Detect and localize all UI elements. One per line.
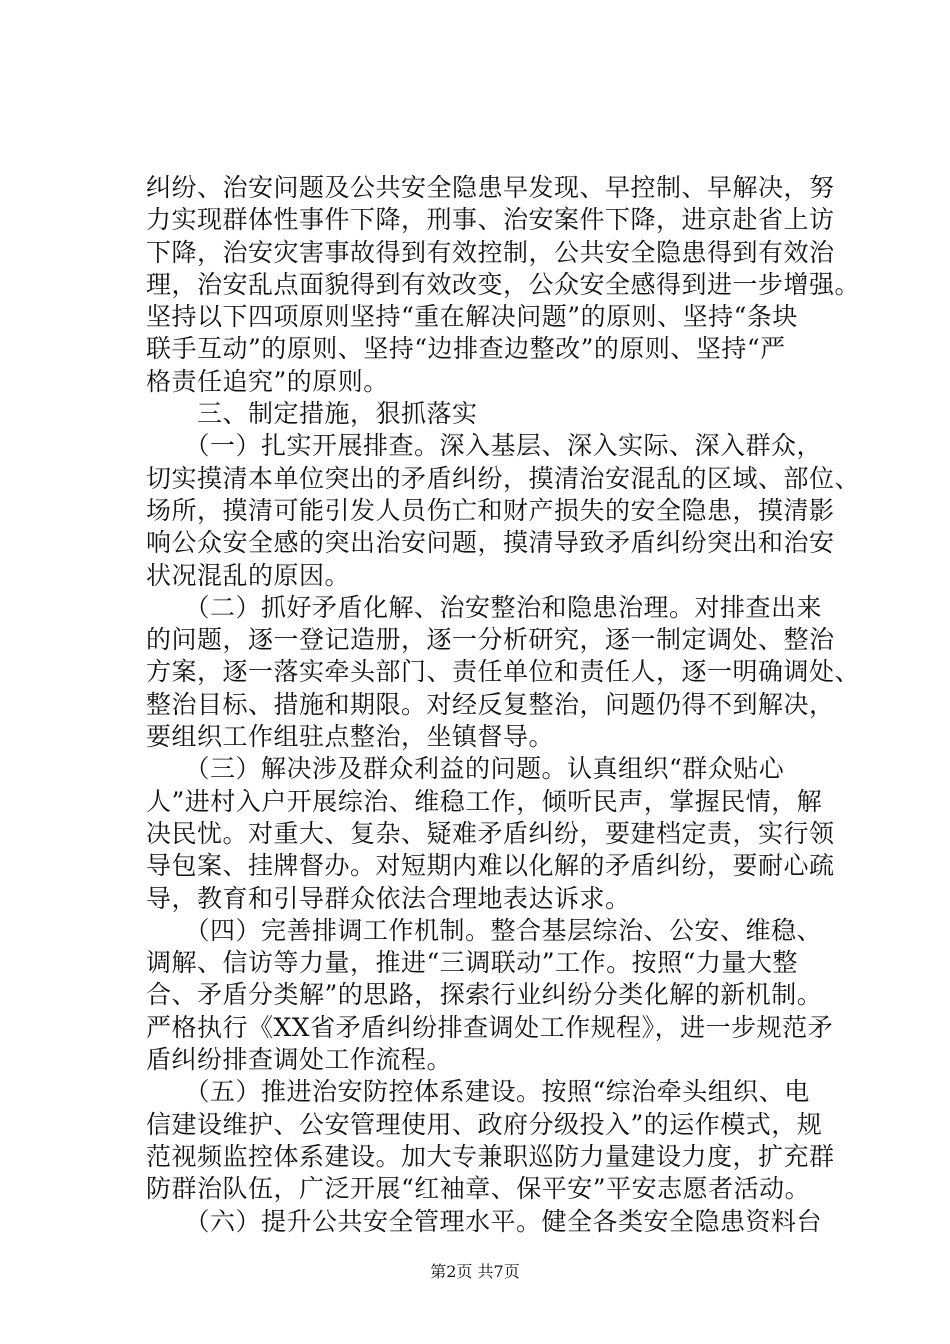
text-line: 导，教育和引导群众依法合理地表达诉求。 — [146, 883, 631, 913]
text-line: （三）解决涉及群众利益的问题。认真组织“群众贴心 — [146, 754, 785, 784]
text-line: 坚持以下四项原则坚持“重在解决问题”的原则、坚持“条块 — [146, 302, 798, 332]
section-heading: 三、制定措施，狠抓落实 — [146, 399, 478, 429]
text-line: 合、矛盾分类解”的思路，探索行业纠纷分类化解的新机制。 — [146, 980, 823, 1010]
text-line: 力实现群体性事件下降，刑事、治安案件下降，进京赴省上访 — [146, 205, 835, 235]
text-line: 防群治队伍，广泛开展“红袖章、保平安”平安志愿者活动。 — [146, 1174, 811, 1204]
text-line: 理，治安乱点面貌得到有效改变，公众安全感得到进一步增强。 — [146, 269, 861, 299]
text-line: 导包案、挂牌督办。对短期内难以化解的矛盾纠纷，要耐心疏 — [146, 851, 835, 881]
text-line: 方案，逐一落实牵头部门、责任单位和责任人，逐一明确调处、 — [146, 657, 861, 687]
text-line: （一）扎实开展排查。深入基层、深入实际、深入群众， — [146, 431, 823, 461]
text-line: 格责任追究”的原则。 — [146, 366, 389, 396]
text-line: 状况混乱的原因。 — [146, 560, 351, 590]
page-number-label: 第2页 共7页 — [430, 1262, 520, 1281]
text-line: 决民忧。对重大、复杂、疑难矛盾纠纷，要建档定责，实行领 — [146, 818, 835, 848]
text-line: 下降，治安灾害事故得到有效控制，公共安全隐患得到有效治 — [146, 237, 835, 267]
text-line: 调解、信访等力量，推进“三调联动”工作。按照“力量大整 — [146, 948, 798, 978]
text-line: （五）推进治安防控体系建设。按照“综治牵头组织、电 — [146, 1077, 810, 1107]
text-line: 场所，摸清可能引发人员伤亡和财产损失的安全隐患，摸清影 — [146, 495, 835, 525]
text-line: （六）提升公共安全管理水平。健全各类安全隐患资料台 — [146, 1206, 823, 1236]
text-line: 信建设维护、公安管理使用、政府分级投入”的运作模式，规 — [146, 1109, 823, 1139]
text-line: 盾纠纷排查调处工作流程。 — [146, 1045, 453, 1075]
text-line: 要组织工作组驻点整治，坐镇督导。 — [146, 722, 555, 752]
text-line: 切实摸清本单位突出的矛盾纠纷，摸清治安混乱的区域、部位、 — [146, 463, 861, 493]
page-footer — [0, 1262, 950, 1282]
text-line: 纠纷、治安问题及公共安全隐患早发现、早控制、早解决，努 — [146, 173, 835, 202]
text-line: 的问题，逐一登记造册，逐一分析研究，逐一制定调处、整治 — [146, 625, 835, 655]
text-line: 严格执行《XX省矛盾纠纷排查调处工作规程》，进一步规范矛 — [146, 1012, 834, 1042]
text-line: （二）抓好矛盾化解、治安整治和隐患治理。对排查出来 — [146, 592, 823, 622]
text-line: 人”进村入户开展综治、维稳工作，倾听民声，掌握民情，解 — [146, 786, 823, 816]
text-line: 响公众安全感的突出治安问题，摸清导致矛盾纠纷突出和治安 — [146, 528, 835, 558]
body-text — [146, 172, 866, 1238]
text-line: 联手互动”的原则、坚持“边排查边整改”的原则、坚持“严 — [146, 334, 786, 364]
text-line: 整治目标、措施和期限。对经反复整治，问题仍得不到解决， — [146, 689, 835, 719]
text-line: （四）完善排调工作机制。整合基层综治、公安、维稳、 — [146, 915, 823, 945]
text-line: 范视频监控体系建设。加大专兼职巡防力量建设力度，扩充群 — [146, 1141, 835, 1171]
